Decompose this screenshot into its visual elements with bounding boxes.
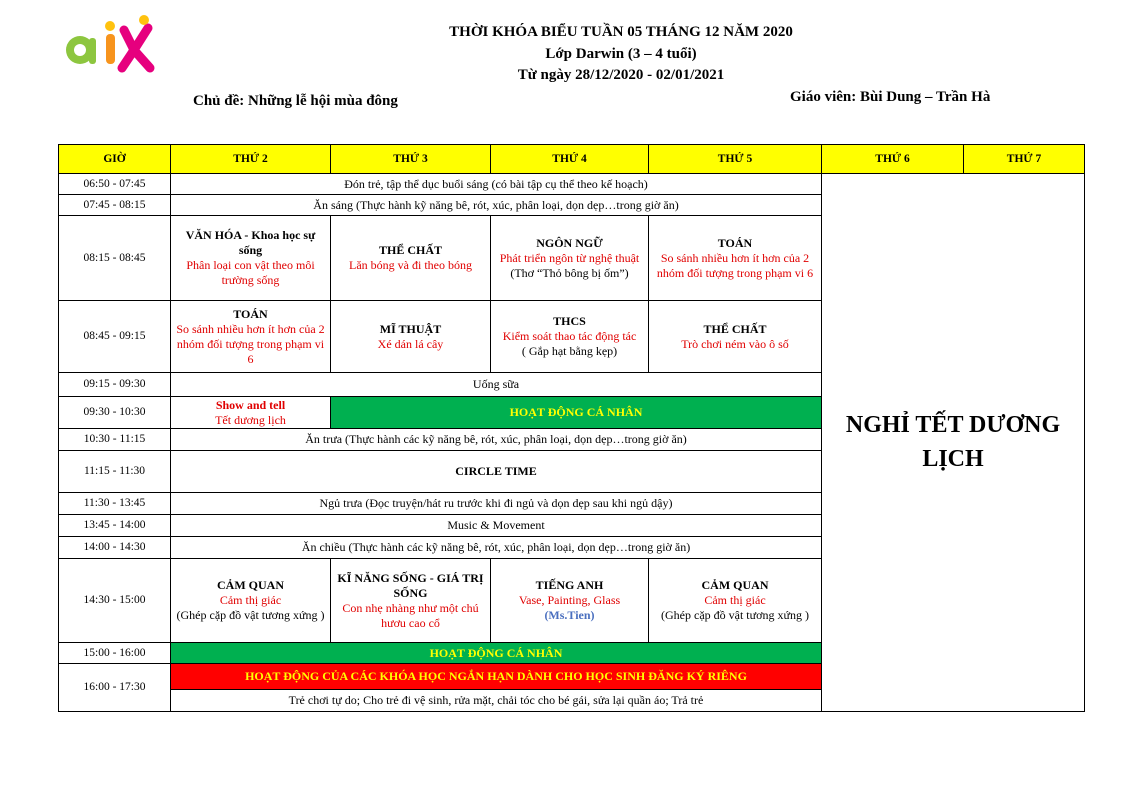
- col-header-fri: THỨ 6: [822, 145, 964, 174]
- activity-cell: Ngủ trưa (Đọc truyện/hát ru trước khi đi ngủ và dọn dẹp sau khi ngủ dậy): [171, 493, 822, 515]
- activity-cell: Ăn sáng (Thực hành kỹ năng bê, rót, xúc, phân loại, dọn dẹp…trong giờ ăn): [171, 195, 822, 216]
- holiday-text: NGHỈ TẾT DƯƠNG LỊCH: [845, 411, 1061, 472]
- activity-note: (Ghép cặp đồ vật tương xứng ): [176, 608, 325, 622]
- schedule-title: THỜI KHÓA BIỂU TUẦN 05 THÁNG 12 NĂM 2020: [449, 24, 793, 40]
- activity-title: Show and tell: [215, 397, 286, 412]
- topic-label: Chủ đề: Những lễ hội mùa đông: [193, 93, 398, 109]
- activity-cell: [491, 301, 649, 373]
- activity-title: VĂN HÓA - Khoa học sự sống: [185, 228, 316, 257]
- col-header-sat: THỨ 7: [964, 145, 1085, 174]
- activity-title: THỂ CHẤT: [703, 321, 767, 336]
- col-header-time: GIỜ: [59, 145, 171, 174]
- activity-cell: CIRCLE TIME: [171, 451, 822, 493]
- activity-cell: [331, 559, 491, 643]
- time-cell: 09:15 - 09:30: [59, 373, 171, 397]
- activity-title: TIẾNG ANH: [535, 578, 604, 592]
- activity-detail: Tết dương lịch: [215, 412, 286, 427]
- activity-detail: So sánh nhiều hơn ít hơn của 2 nhóm đối tượng trong phạm vi 6: [176, 321, 325, 366]
- activity-detail: Trò chơi ném vào ô số: [681, 336, 789, 351]
- activity-title: KĨ NĂNG SỐNG - GIÁ TRỊ SỐNG: [337, 570, 484, 600]
- activity-cell: [491, 216, 649, 301]
- activity-cell: Đón trẻ, tập thể dục buổi sáng (có bài tập cụ thể theo kế hoạch): [171, 174, 822, 195]
- activity-cell: HOẠT ĐỘNG CỦA CÁC KHÓA HỌC NGẮN HẠN DÀNH CHO HỌC SINH ĐĂNG KÝ RIÊNG: [171, 664, 822, 690]
- activity-cell: HOẠT ĐỘNG CÁ NHÂN: [171, 643, 822, 664]
- activity-cell: [649, 559, 822, 643]
- activity-title: NGÔN NGỮ: [536, 235, 603, 250]
- activity-cell: [331, 301, 491, 373]
- activity-cell: Ăn chiều (Thực hành các kỹ năng bê, rót, xúc, phân loại, dọn dẹp…trong giờ ăn): [171, 537, 822, 559]
- table-header-row: [59, 145, 1085, 174]
- activity-cell: Uống sữa: [171, 373, 822, 397]
- activity-cell: HOẠT ĐỘNG CÁ NHÂN: [331, 397, 822, 429]
- activity-detail: So sánh nhiều hơn ít hơn của 2 nhóm đối tượng trong phạm vi 6: [656, 250, 814, 280]
- time-cell: 16:00 - 17:30: [59, 664, 171, 712]
- activity-title: THỂ CHẤT: [378, 243, 442, 257]
- time-cell: 13:45 - 14:00: [59, 515, 171, 537]
- activity-detail: Con nhẹ nhàng như một chú hươu cao cổ: [342, 600, 479, 630]
- activity-title: TOÁN: [233, 306, 268, 321]
- activity-note: (Thơ “Thỏ bông bị ốm”): [510, 265, 629, 280]
- time-cell: 07:45 - 08:15: [59, 195, 171, 216]
- activity-detail: Kiểm soát thao tác động tác: [502, 329, 637, 343]
- activity-detail: Xé dán lá cây: [377, 336, 444, 351]
- activity-cell: Ăn trưa (Thực hành các kỹ năng bê, rót, xúc, phân loại, dọn dẹp…trong giờ ăn): [171, 429, 822, 451]
- class-name: Lớp Darwin (3 – 4 tuổi): [545, 46, 697, 62]
- activity-cell: [171, 397, 331, 429]
- activity-title: TOÁN: [717, 235, 753, 250]
- activity-title: MĨ THUẬT: [379, 321, 442, 336]
- col-header-wed: THỨ 4: [491, 145, 649, 174]
- activity-note: (Ms.Tien): [544, 608, 595, 622]
- col-header-tue: THỨ 3: [331, 145, 491, 174]
- activity-cell: Music & Movement: [171, 515, 822, 537]
- activity-cell: [649, 216, 822, 301]
- col-header-thu: THỨ 5: [649, 145, 822, 174]
- activity-cell: [491, 559, 649, 643]
- time-cell: 14:30 - 15:00: [59, 559, 171, 643]
- activity-detail: Vase, Painting, Glass: [518, 593, 621, 607]
- activity-detail: Lăn bóng và đi theo bóng: [349, 258, 472, 272]
- time-cell: 11:15 - 11:30: [59, 451, 171, 493]
- schedule-table: [58, 144, 1085, 712]
- activity-detail: Phát triển ngôn từ nghệ thuật: [499, 250, 640, 265]
- activity-cell: [331, 216, 491, 301]
- activity-detail: Cảm thị giác: [704, 593, 766, 607]
- activity-cell: [171, 301, 331, 373]
- activity-note: ( Gắp hạt bằng kẹp): [521, 344, 618, 358]
- activity-title: CẢM QUAN: [217, 578, 284, 592]
- time-cell: 06:50 - 07:45: [59, 174, 171, 195]
- activity-cell: [171, 216, 331, 301]
- holiday-cell: [822, 174, 1085, 712]
- time-cell: 15:00 - 16:00: [59, 643, 171, 664]
- activity-cell: [171, 559, 331, 643]
- time-cell: 14:00 - 14:30: [59, 537, 171, 559]
- activity-detail: Cảm thị giác: [219, 593, 282, 607]
- activity-detail: Phân loại con vật theo môi trường sống: [186, 258, 315, 287]
- activity-cell: [649, 301, 822, 373]
- activity-cell: Trẻ chơi tự do; Cho trẻ đi vệ sinh, rửa mặt, chải tóc cho bé gái, sửa lại quần áo; Trả trẻ: [171, 690, 822, 712]
- table-row: [59, 174, 1085, 195]
- time-cell: 08:45 - 09:15: [59, 301, 171, 373]
- teacher-label: Giáo viên: Bùi Dung – Trần Hà: [790, 89, 991, 105]
- activity-title: CẢM QUAN: [701, 578, 769, 592]
- time-cell: 08:15 - 08:45: [59, 216, 171, 301]
- time-cell: 10:30 - 11:15: [59, 429, 171, 451]
- activity-note: (Ghép cặp đồ vật tương xứng ): [661, 608, 809, 622]
- time-cell: 11:30 - 13:45: [59, 493, 171, 515]
- col-header-mon: THỨ 2: [171, 145, 331, 174]
- date-range: Từ ngày 28/12/2020 - 02/01/2021: [517, 67, 725, 83]
- time-cell: 09:30 - 10:30: [59, 397, 171, 429]
- activity-title: THCS: [553, 314, 586, 328]
